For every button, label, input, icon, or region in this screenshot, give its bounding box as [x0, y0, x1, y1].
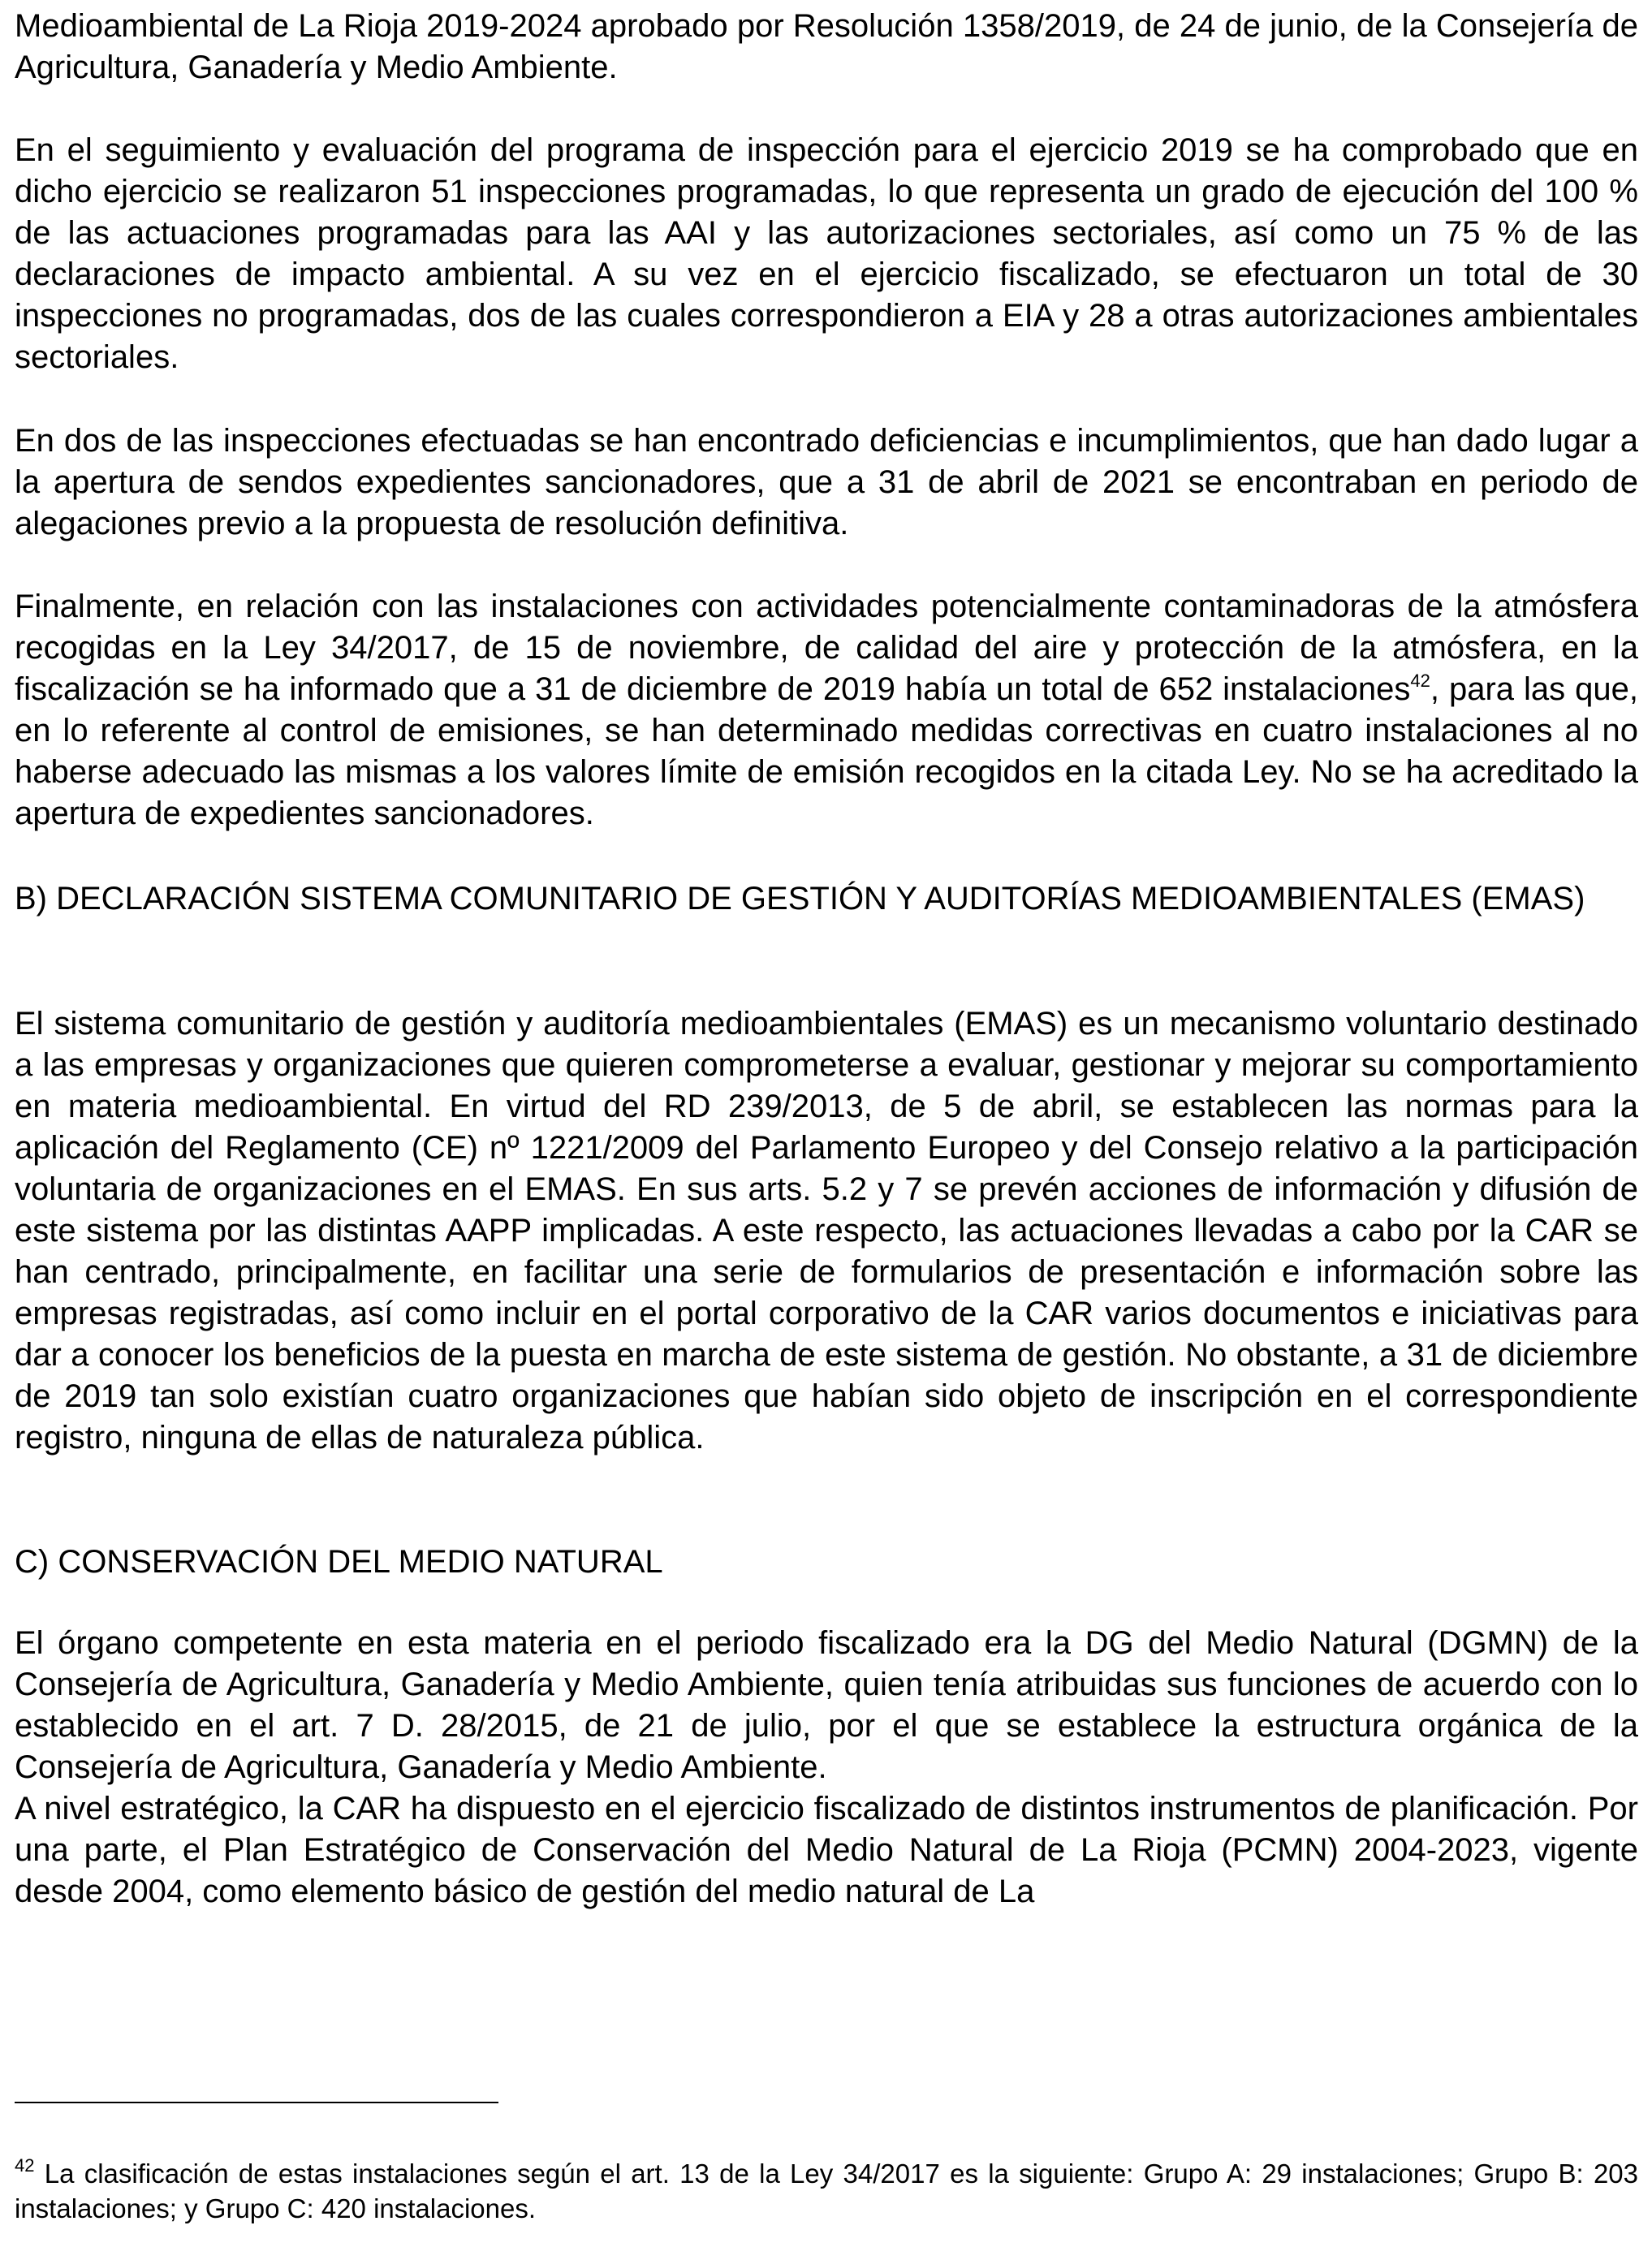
paragraph-dgmn: El órgano competente en esta materia en el periodo fiscalizado era la DG del Medio Natural (DGMN) de la Consejería de Agricultura, Ganadería y Medio Ambiente, quien tenía atribuidas sus funciones de acuerdo con lo establecido en el art. 7 D. 28/2015, de 21 de julio, por el que se establece la estructura orgánica de la Consejería de Agricultura, Ganadería y Medio Ambiente. [15, 1625, 1638, 1785]
section-heading-natural-environment: C) CONSERVACIÓN DEL MEDIO NATURAL [15, 1544, 663, 1580]
footnote-text: La clasificación de estas instalaciones según el art. 13 de la Ley 34/2017 es la siguiente: Grupo A: 29 instalaciones; Grupo B: 203 instalaciones; y Grupo C: 420 instalaciones. [15, 2159, 1638, 2223]
paragraph-text-before-ref: Finalmente, en relación con las instalaciones con actividades potencialmente contaminadoras de la atmósfera recogidas en la Ley 34/2017, de 15 de noviembre, de calidad del aire y protección de la atmósfera, en la fiscalización se ha informado que a 31 de diciembre de 2019 había un total de 652 instalaciones [15, 589, 1638, 707]
section-heading-emas: B) DECLARACIÓN SISTEMA COMUNITARIO DE GESTIÓN Y AUDITORÍAS MEDIOAMBIENTALES (EMAS) [15, 881, 1585, 916]
paragraph-continuation: Medioambiental de La Rioja 2019-2024 aprobado por Resolución 1358/2019, de 24 de junio, de la Consejería de Agricultura, Ganadería y Medio Ambiente. [15, 8, 1638, 85]
footnote [15, 2156, 1638, 2226]
paragraph-text-after-ref: , para las que, en lo referente al control de emisiones, se han determinado medidas correctivas en cuatro instalaciones al no haberse adecuado las mismas a los valores límite de emisión recogidos en la citada Ley. No se ha acreditado la apertura de expedientes sancionadores. [15, 671, 1638, 831]
paragraph-emas: El sistema comunitario de gestión y auditoría medioambientales (EMAS) es un mecanismo voluntario destinado a las empresas y organizaciones que quieren comprometerse a evaluar, gestionar y mejorar su comportamiento en materia medioambiental. En virtud del RD 239/2013, de 5 de abril, se establecen las normas para la aplicación del Reglamento (CE) nº 1221/2009 del Parlamento Europeo y del Consejo relativo a la participación voluntaria de organizaciones en el EMAS. En sus arts. 5.2 y 7 se prevén acciones de información y difusión de este sistema por las distintas AAPP implicadas. A este respecto, las actuaciones llevadas a cabo por la CAR se han centrado, principalmente, en facilitar una serie de formularios de presentación e información sobre las empresas registradas, así como incluir en el portal corporativo de la CAR varios documentos e iniciativas para dar a conocer los beneficios de la puesta en marcha de este sistema de gestión. No obstante, a 31 de diciembre de 2019 tan solo existían cuatro organizaciones que habían sido objeto de inscripción en el correspondiente registro, ninguna de ellas de naturaleza pública. [15, 1006, 1638, 1456]
paragraph-strategic-level: A nivel estratégico, la CAR ha dispuesto en el ejercicio fiscalizado de distintos instrumentos de planificación. Por una parte, el Plan Estratégico de Conservación del Medio Natural de La Rioja (PCMN) 2004-2023, vigente desde 2004, como elemento básico de gestión del medio natural de La [15, 1791, 1638, 1909]
footnote-separator [15, 2102, 498, 2103]
footnote-reference[interactable]: 42 [1410, 671, 1430, 691]
footnote-number: 42 [15, 2155, 35, 2176]
paragraph-inspection-program: En el seguimiento y evaluación del programa de inspección para el ejercicio 2019 se ha comprobado que en dicho ejercicio se realizaron 51 inspecciones programadas, lo que representa un grado de ejecución del 100 % de las actuaciones programadas para las AAI y las autorizaciones sectoriales, así como un 75 % de las declaraciones de impacto ambiental. A su vez en el ejercicio fiscalizado, se efectuaron un total de 30 inspecciones no programadas, dos de las cuales correspondieron a EIA y 28 a otras autorizaciones ambientales sectoriales. [15, 132, 1638, 375]
paragraph-sanction-proceedings: En dos de las inspecciones efectuadas se han encontrado deficiencias e incumplimientos, que han dado lugar a la apertura de sendos expedientes sancionadores, que a 31 de abril de 2021 se encontraban en periodo de alegaciones previo a la propuesta de resolución definitiva. [15, 423, 1638, 541]
paragraph-atmosphere-installations [15, 586, 1638, 835]
